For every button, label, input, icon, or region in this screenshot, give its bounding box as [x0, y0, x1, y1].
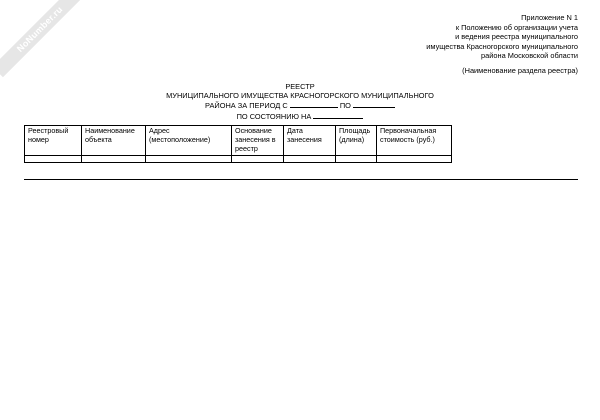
table-cell: [146, 156, 232, 163]
appendix-line: и ведения реестра муниципального: [455, 32, 578, 42]
appendix-line: к Положению об организации учета: [455, 22, 578, 32]
table-row: [25, 156, 452, 163]
period-to-blank: [353, 100, 395, 108]
as-of-blank: [313, 111, 363, 119]
column-header-registry-number: Реестровый номер: [25, 126, 82, 156]
appendix-line: Приложение N 1: [521, 13, 578, 22]
title-line-as-of: [150, 111, 450, 121]
section-name-note: (Наименование раздела реестра): [462, 66, 578, 75]
table-header-row: [25, 126, 452, 156]
table-cell: [336, 156, 377, 163]
title-line-period: [150, 100, 450, 110]
column-header-address: Адрес (местоположение): [146, 126, 232, 156]
as-of-label: ПО СОСТОЯНИЮ НА: [236, 111, 312, 121]
period-to-label: ПО: [339, 101, 351, 111]
table-cell: [25, 156, 82, 163]
title-line-registry: РЕЕСТР: [285, 82, 315, 91]
watermark: NoNumber.ru: [0, 0, 88, 77]
column-header-date: Дата занесения: [284, 126, 336, 156]
appendix-line: района Московской области: [481, 51, 578, 61]
table-cell: [232, 156, 284, 163]
registry-table: [24, 125, 452, 163]
document-title: [150, 82, 450, 121]
table-cell: [82, 156, 146, 163]
column-header-area: Площадь (длина): [336, 126, 377, 156]
column-header-basis: Основание занесения в реестр: [232, 126, 284, 156]
period-from-label: РАЙОНА ЗА ПЕРИОД С: [205, 101, 288, 111]
title-line-property: МУНИЦИПАЛЬНОГО ИМУЩЕСТВА КРАСНОГОРСКОГО МУНИЦИПАЛЬНОГО: [166, 91, 434, 101]
bottom-divider: [24, 179, 578, 180]
table-cell: [377, 156, 452, 163]
appendix-note: [358, 13, 578, 61]
appendix-line: имущества Красногорского муниципального: [426, 41, 578, 51]
column-header-object-name: Наименование объекта: [82, 126, 146, 156]
period-from-blank: [290, 100, 338, 108]
column-header-initial-cost: Первоначальная стоимость (руб.): [377, 126, 452, 156]
table-cell: [284, 156, 336, 163]
